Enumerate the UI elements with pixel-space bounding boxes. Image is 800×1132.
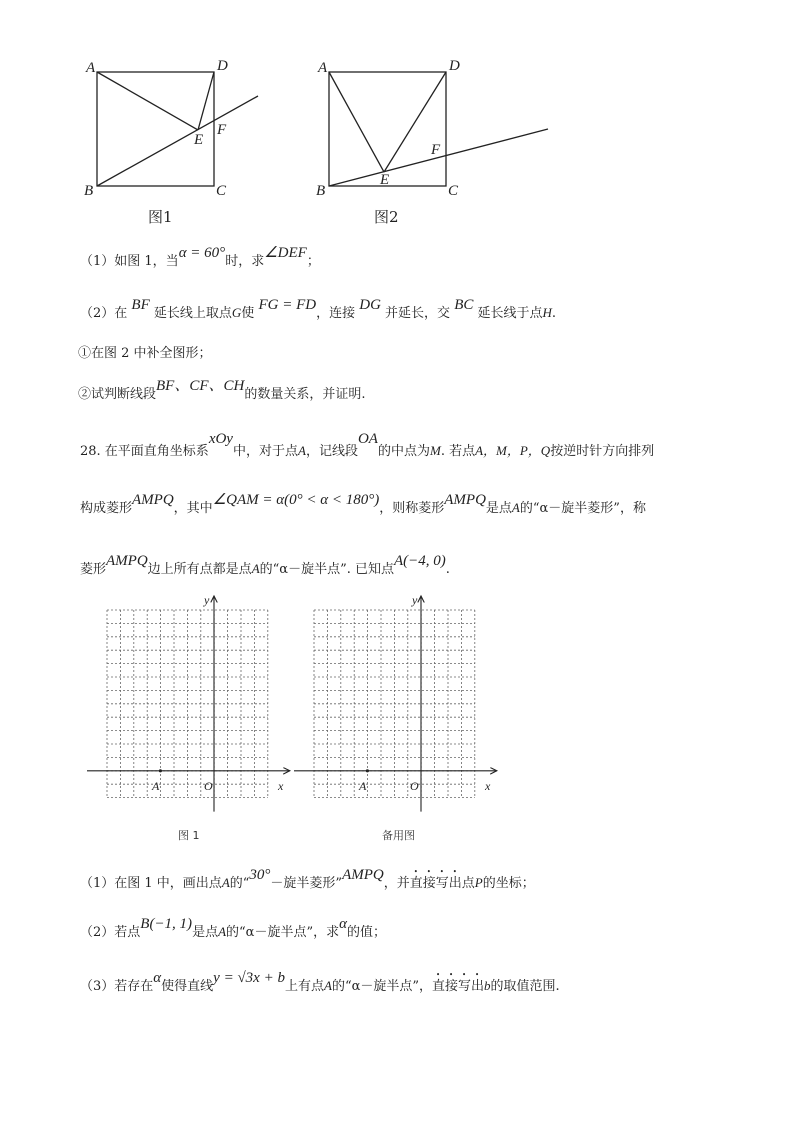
q27-part2: （2）在 BF 延长线上取点G使 FG = FD，连接 DG 并延长，交 BC 延长线于点H.: [80, 297, 557, 321]
fig2-label-f: F: [431, 142, 441, 158]
fig2-label-e: E: [380, 172, 390, 188]
grid-left-point-a-label: A: [152, 779, 160, 793]
grid-left-origin-label: O: [204, 779, 213, 793]
fig2-label-b: B: [316, 183, 326, 199]
grid-right-origin-label: O: [410, 779, 419, 793]
grid-left-point-a: [159, 769, 162, 772]
grid-right-caption: 备用图: [382, 829, 415, 842]
fig1-label-b: B: [84, 183, 94, 199]
grid-right: [294, 596, 497, 812]
grid-right-y-label: y: [412, 593, 418, 607]
geometry-figures: [0, 0, 800, 240]
grid-left-x-label: x: [278, 779, 284, 793]
fig1-label-d: D: [217, 58, 228, 74]
q28-intro-line1: 28. 在平面直角坐标系xOy中，对于点A，记线段OA的中点为M. 若点A，M，P，Q按逆时针方向排列: [80, 431, 655, 459]
q28-part3: （3）若存在α使得直线y = √3x + b上有点A的“α－旋半点”，直接写出b的取值范围.: [80, 970, 560, 994]
q28-part1: （1）在图 1 中，画出点A的“30°－旋半菱形”AMPQ，并直接写出点P的坐标；: [80, 867, 535, 891]
grid-left-caption: 图 1: [178, 829, 200, 842]
fig1-caption: 图1: [148, 208, 173, 226]
fig1-line-ae: [97, 72, 198, 130]
fig1-label-e: E: [194, 132, 204, 148]
fig2-square: [329, 72, 446, 186]
q28-part2: （2）若点B(−1, 1)是点A的“α－旋半点”，求α的值；: [80, 916, 386, 940]
fig2-caption: 图2: [374, 208, 399, 226]
coordinate-grids: [0, 590, 800, 830]
fig1-label-c: C: [216, 183, 227, 199]
fig1-label-a: A: [86, 60, 96, 76]
figure-1: [97, 72, 258, 186]
fig1-ray-bf: [97, 96, 258, 186]
q28-intro-line2: 构成菱形AMPQ，其中∠QAM = α(0° < α < 180°)，则称菱形AMPQ是点A的“α－旋半菱形”，称: [80, 492, 646, 516]
grid-right-point-a-label: A: [359, 779, 367, 793]
q28-intro-line3: 菱形AMPQ边上所有点都是点A的“α－旋半点”. 已知点A(−4, 0).: [80, 553, 450, 577]
grid-right-x-label: x: [485, 779, 491, 793]
fig1-label-f: F: [217, 122, 227, 138]
fig2-label-c: C: [448, 183, 459, 199]
fig2-line-ae: [329, 72, 384, 172]
grid-right-point-a: [366, 769, 369, 772]
fig2-label-d: D: [449, 58, 460, 74]
grid-left: [87, 596, 290, 812]
q27-part1: （1）如图 1，当α = 60°时，求∠DEF；: [80, 245, 320, 269]
fig2-label-a: A: [318, 60, 328, 76]
figure-2: [329, 72, 548, 186]
q27-sub1: ①在图 2 中补全图形；: [78, 346, 212, 361]
grid-left-y-label: y: [204, 593, 210, 607]
q27-sub2: ②试判断线段BF、CF、CH的数量关系，并证明.: [78, 378, 366, 402]
